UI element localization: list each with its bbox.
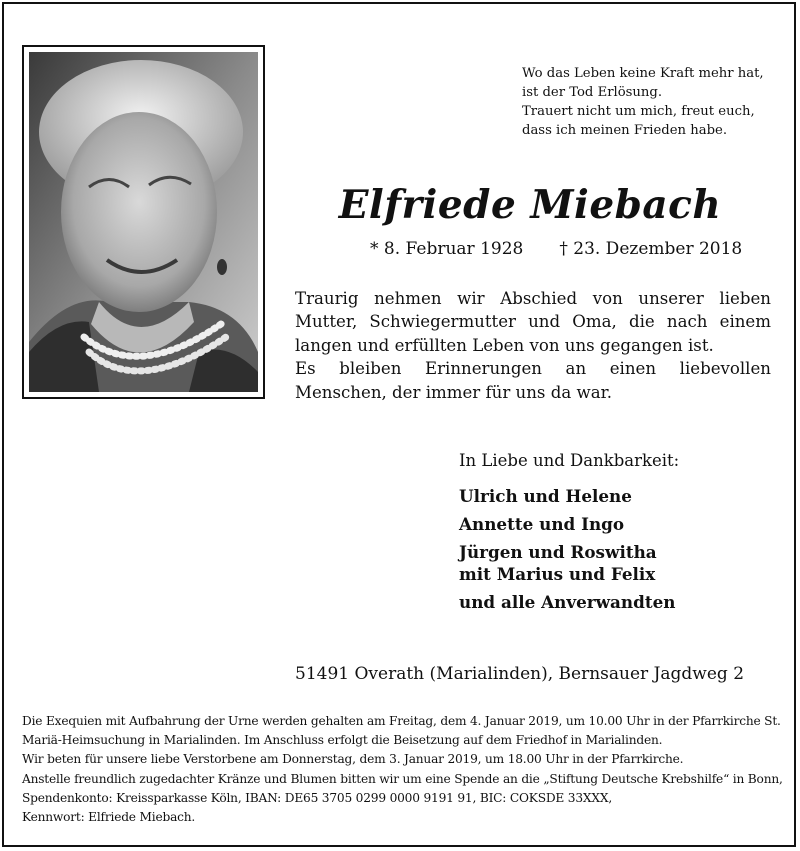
poem-line: Wo das Leben keine Kraft mehr hat, (522, 66, 764, 81)
announcement-text (295, 287, 771, 404)
death-date: † 23. Dezember 2018 (559, 239, 743, 259)
family-address: 51491 Overath (Marialinden), Bernsauer Jagdweg 2 (295, 664, 745, 684)
life-dates (370, 239, 742, 259)
poem-line: ist der Tod Erlösung. (522, 85, 663, 100)
mourner-line: Ulrich und Helene (459, 486, 632, 506)
mourners-list (459, 485, 676, 619)
mourner-line: Annette und Ingo (459, 514, 625, 534)
portrait-image (29, 52, 258, 392)
poem (522, 64, 792, 140)
details-line: Mariä-Heimsuchung in Marialinden. Im Anschluss erfolgt die Beisetzung auf dem Friedhof in Marialinden. (22, 733, 663, 748)
poem-line: dass ich meinen Frieden habe. (522, 123, 728, 138)
funeral-details (22, 712, 782, 827)
mourner-line: und alle Anverwandten (459, 592, 676, 612)
mourner-group (459, 591, 676, 613)
mourner-line: Jürgen und Roswitha (459, 542, 657, 562)
mourner-group (459, 485, 676, 507)
details-line: Wir beten für unsere liebe Verstorbene am Donnerstag, dem 3. Januar 2019, um 18.00 Uhr in der Pfarrkirche. (22, 752, 684, 767)
deceased-name: Elfriede Miebach (338, 182, 722, 228)
portrait-photo (22, 45, 265, 399)
mourner-line: mit Marius und Felix (459, 564, 656, 584)
announcement-paragraph: Traurig nehmen wir Abschied von unserer lieben Mutter, Schwiegermutter und Oma, die nach einem langen und erfüllten Leben von uns gegangen ist. (295, 289, 771, 355)
announcement-paragraph: Es bleiben Erinnerungen an einen liebevollen Menschen, der immer für uns da war. (295, 359, 771, 402)
details-line: Spendenkonto: Kreissparkasse Köln, IBAN: DE65 3705 0299 0000 9191 91, BIC: COKSDE 33XXX, (22, 790, 613, 805)
details-line: Die Exequien mit Aufbahrung der Urne werden gehalten am Freitag, dem 4. Januar 2019, um 10.00 Uhr in der Pfarrkirche St. (22, 714, 781, 728)
mourner-group (459, 513, 676, 535)
birth-date: * 8. Februar 1928 (370, 239, 524, 259)
details-line: Kennwort: Elfriede Miebach. (22, 810, 196, 825)
mourner-group (459, 541, 676, 585)
details-line: Anstelle freundlich zugedachter Kränze und Blumen bitten wir um eine Spende an die „Stiftung Deutsche Krebshilfe“ in Bonn, (22, 771, 783, 786)
mourners-intro: In Liebe und Dankbarkeit: (459, 451, 680, 470)
poem-line: Trauert nicht um mich, freut euch, (522, 104, 755, 119)
